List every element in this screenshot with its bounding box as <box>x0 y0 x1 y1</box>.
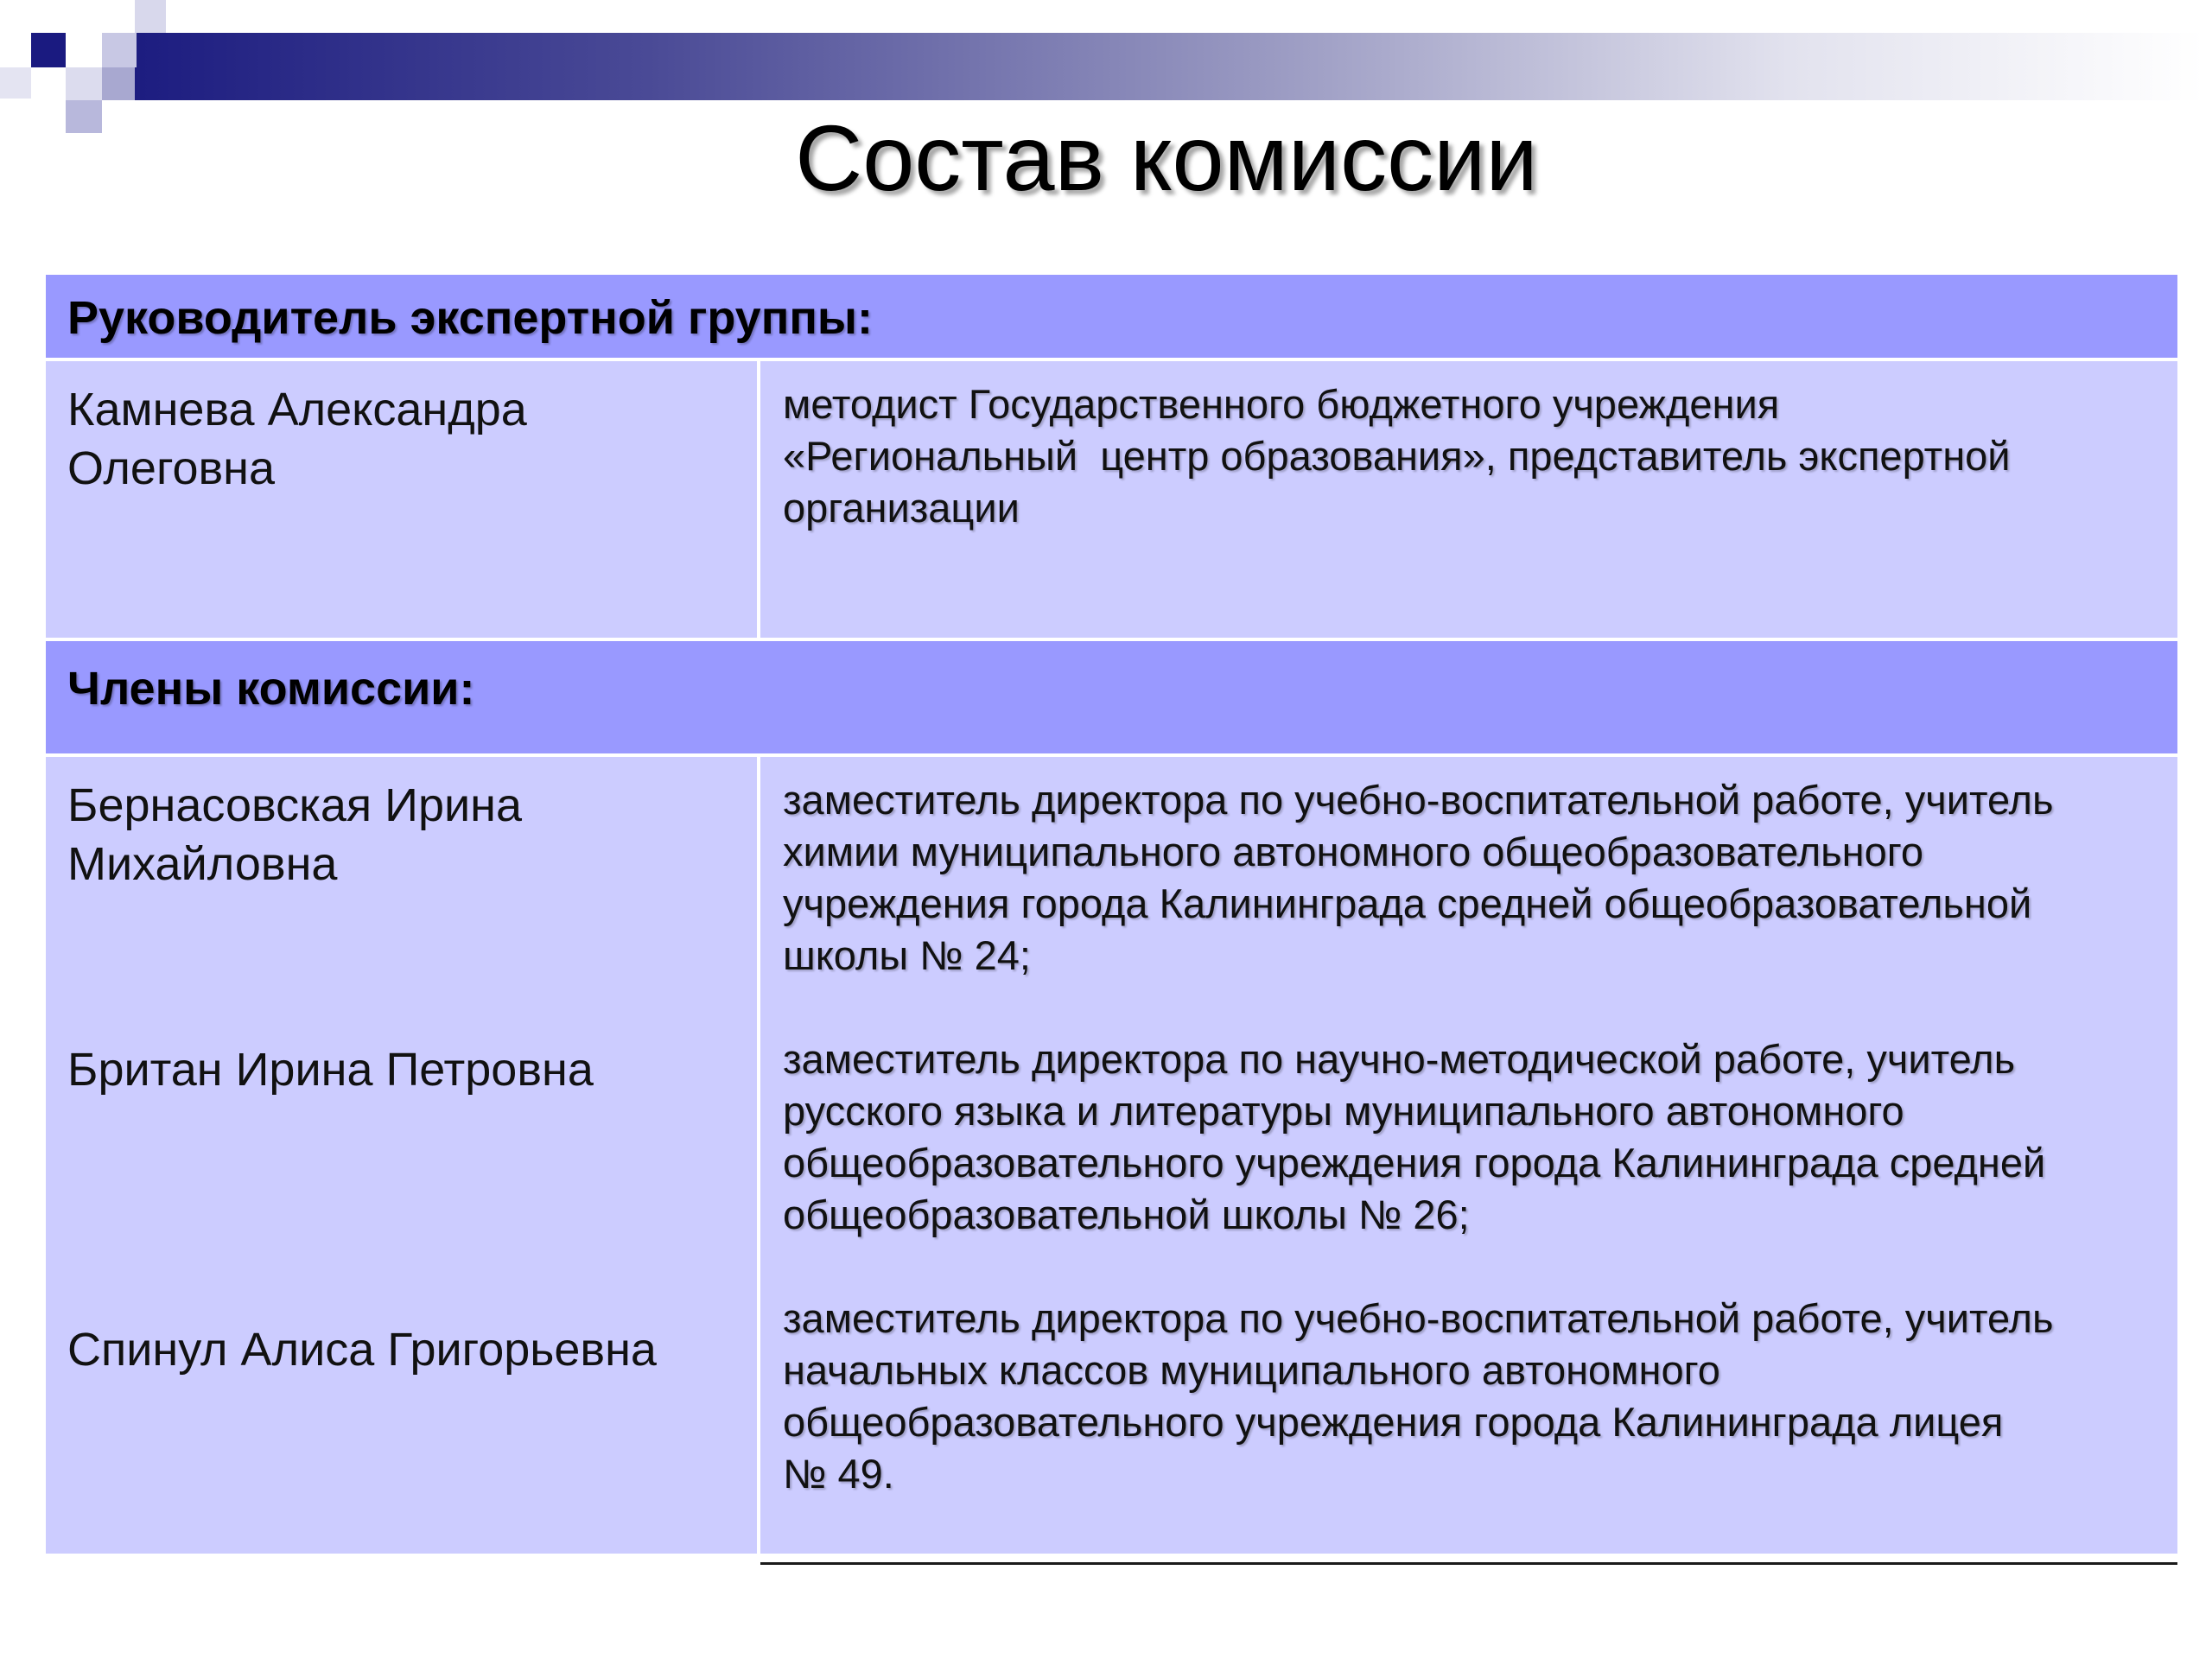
leader-name-line: Олеговна <box>67 442 276 494</box>
decor-square <box>66 67 102 100</box>
member-role-line: общеобразовательной школы № 26; <box>783 1192 1470 1237</box>
leader-section-header: Руководитель экспертной группы: <box>46 275 2177 358</box>
leader-name-line: Камнева Александра <box>67 384 527 435</box>
member-role-line: № 49. <box>783 1451 894 1497</box>
member-name-line: Спинул Алиса Григорьевна <box>67 1324 657 1376</box>
decor-square <box>31 33 66 67</box>
member-role-line: заместитель директора по учебно-воспитательной работе, учитель <box>783 1295 2054 1341</box>
leader-name-cell <box>46 361 757 638</box>
member-role <box>783 1033 2157 1241</box>
member-role-line: общеобразовательного учреждения города Калининграда средней <box>783 1140 2046 1185</box>
table-bottom-border <box>760 1562 2177 1565</box>
member-role-line: школы № 24; <box>783 932 1031 978</box>
member-role-line: общеобразовательного учреждения города Калининграда лицея <box>783 1399 2004 1445</box>
member-name <box>67 1320 741 1379</box>
header-gradient-band <box>130 33 2203 100</box>
member-role-line: заместитель директора по научно-методической работе, учитель <box>783 1036 2016 1082</box>
members-roles-cell <box>760 757 2177 1554</box>
decor-square <box>0 67 31 99</box>
leader-role-line: организации <box>783 485 1020 531</box>
leader-role-cell <box>760 361 2177 638</box>
decor-square <box>102 33 137 67</box>
member-role-line: химии муниципального автономного общеобразовательного <box>783 829 1923 874</box>
decor-square <box>135 0 166 33</box>
leader-row <box>46 361 2177 638</box>
members-names-cell <box>46 757 757 1554</box>
member-name-line: Бернасовская Ирина <box>67 779 523 831</box>
member-role-line: начальных классов муниципального автономного <box>783 1347 1720 1393</box>
member-name-line: Британ Ирина Петровна <box>67 1044 594 1096</box>
member-name <box>67 1040 741 1099</box>
commission-table <box>46 275 2177 1554</box>
member-name <box>67 776 741 893</box>
members-row <box>46 757 2177 1554</box>
member-role <box>783 774 2157 982</box>
member-role <box>783 1293 2157 1500</box>
member-name-line: Михайловна <box>67 838 338 890</box>
member-role-line: русского языка и литературы муниципального автономного <box>783 1088 1904 1134</box>
leader-role-line: «Региональный центр образования», представитель экспертной <box>783 433 2011 479</box>
page-title: Состав комиссии <box>795 105 1538 210</box>
leader-role-line: методист Государственного бюджетного учреждения <box>783 381 1780 427</box>
member-role-line: заместитель директора по учебно-воспитательной работе, учитель <box>783 777 2054 823</box>
members-section-header: Члены комиссии: <box>46 641 2177 753</box>
decor-square <box>102 67 135 100</box>
member-role-line: учреждения города Калининграда средней общеобразовательной <box>783 880 2032 926</box>
